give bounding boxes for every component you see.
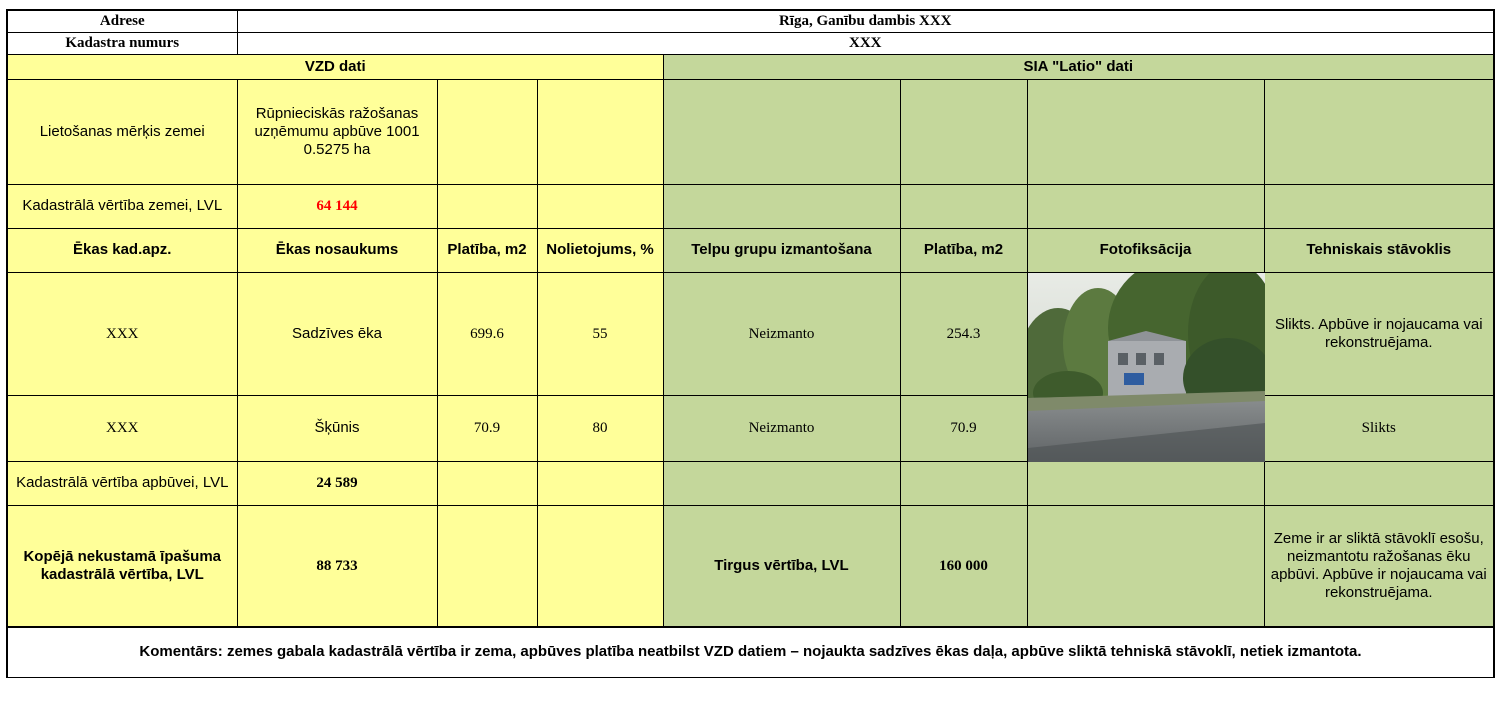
building-area2: 254.3 bbox=[900, 272, 1027, 395]
empty-cell bbox=[663, 184, 900, 228]
building-name: Sadzīves ēka bbox=[237, 272, 437, 395]
buildings-value-label: Kadastrālā vērtība apbūvei, LVL bbox=[7, 461, 237, 505]
land-value-label: Kadastrālā vērtība zemei, LVL bbox=[7, 184, 237, 228]
empty-cell bbox=[663, 461, 900, 505]
col-building-name: Ēkas nosaukums bbox=[237, 228, 437, 272]
building-condition: Slikts bbox=[1264, 395, 1494, 461]
empty-cell bbox=[900, 184, 1027, 228]
empty-cell bbox=[1264, 461, 1494, 505]
address-value: Rīga, Ganību dambis XXX bbox=[237, 10, 1494, 32]
empty-cell bbox=[437, 184, 537, 228]
building-area: 699.6 bbox=[437, 272, 537, 395]
building-photo bbox=[1028, 273, 1265, 462]
empty-cell bbox=[437, 461, 537, 505]
empty-cell bbox=[537, 505, 663, 627]
empty-cell bbox=[1027, 505, 1264, 627]
building-name: Šķūnis bbox=[237, 395, 437, 461]
building-condition: Slikts. Apbūve ir nojaucama vai rekonstruējama. bbox=[1264, 272, 1494, 395]
latio-section-title: SIA "Latio" dati bbox=[663, 54, 1494, 79]
building-area2: 70.9 bbox=[900, 395, 1027, 461]
building-area: 70.9 bbox=[437, 395, 537, 461]
land-use-label: Lietošanas mērķis zemei bbox=[7, 79, 237, 184]
land-value: 64 144 bbox=[237, 184, 437, 228]
col-building-code: Ēkas kad.apz. bbox=[7, 228, 237, 272]
building-use: Neizmanto bbox=[663, 395, 900, 461]
empty-cell bbox=[1027, 461, 1264, 505]
empty-cell bbox=[537, 461, 663, 505]
empty-cell bbox=[1264, 184, 1494, 228]
photo-cell bbox=[1027, 272, 1264, 461]
col-room-use: Telpu grupu izmantošana bbox=[663, 228, 900, 272]
address-label: Adrese bbox=[7, 10, 237, 32]
col-area2: Platība, m2 bbox=[900, 228, 1027, 272]
total-value-label: Kopējā nekustamā īpašuma kadastrālā vērtība, LVL bbox=[7, 505, 237, 627]
land-use-value: Rūpnieciskās ražošanas uzņēmumu apbūve 1001 0.5275 ha bbox=[237, 79, 437, 184]
total-note: Zeme ir ar sliktā stāvoklī esošu, neizmantotu ražošanas ēku apbūvi. Apbūve ir nojaucama vai rekonstruējama. bbox=[1264, 505, 1494, 627]
cadastre-value: XXX bbox=[237, 32, 1494, 54]
market-value-label: Tirgus vērtība, LVL bbox=[663, 505, 900, 627]
building-wear: 80 bbox=[537, 395, 663, 461]
comment: Komentārs: zemes gabala kadastrālā vērtība ir zema, apbūves platība neatbilst VZD datiem – nojaukta sadzīves ēkas daļa, apbūve sliktā tehniskā stāvoklī, netiek izmantota. bbox=[7, 627, 1494, 677]
empty-cell bbox=[437, 505, 537, 627]
buildings-value: 24 589 bbox=[237, 461, 437, 505]
building-wear: 55 bbox=[537, 272, 663, 395]
col-condition: Tehniskais stāvoklis bbox=[1264, 228, 1494, 272]
building-code: XXX bbox=[7, 395, 237, 461]
empty-cell bbox=[437, 79, 537, 184]
cadastre-label: Kadastra numurs bbox=[7, 32, 237, 54]
empty-cell bbox=[900, 79, 1027, 184]
empty-cell bbox=[663, 79, 900, 184]
empty-cell bbox=[537, 184, 663, 228]
col-area: Platība, m2 bbox=[437, 228, 537, 272]
total-value: 88 733 bbox=[237, 505, 437, 627]
empty-cell bbox=[1027, 184, 1264, 228]
empty-cell bbox=[1027, 79, 1264, 184]
empty-cell bbox=[1264, 79, 1494, 184]
market-value: 160 000 bbox=[900, 505, 1027, 627]
empty-cell bbox=[537, 79, 663, 184]
empty-cell bbox=[900, 461, 1027, 505]
vzd-section-title: VZD dati bbox=[7, 54, 663, 79]
property-table bbox=[6, 9, 1495, 678]
building-use: Neizmanto bbox=[663, 272, 900, 395]
col-wear: Nolietojums, % bbox=[537, 228, 663, 272]
building-code: XXX bbox=[7, 272, 237, 395]
col-photo: Fotofiksācija bbox=[1027, 228, 1264, 272]
